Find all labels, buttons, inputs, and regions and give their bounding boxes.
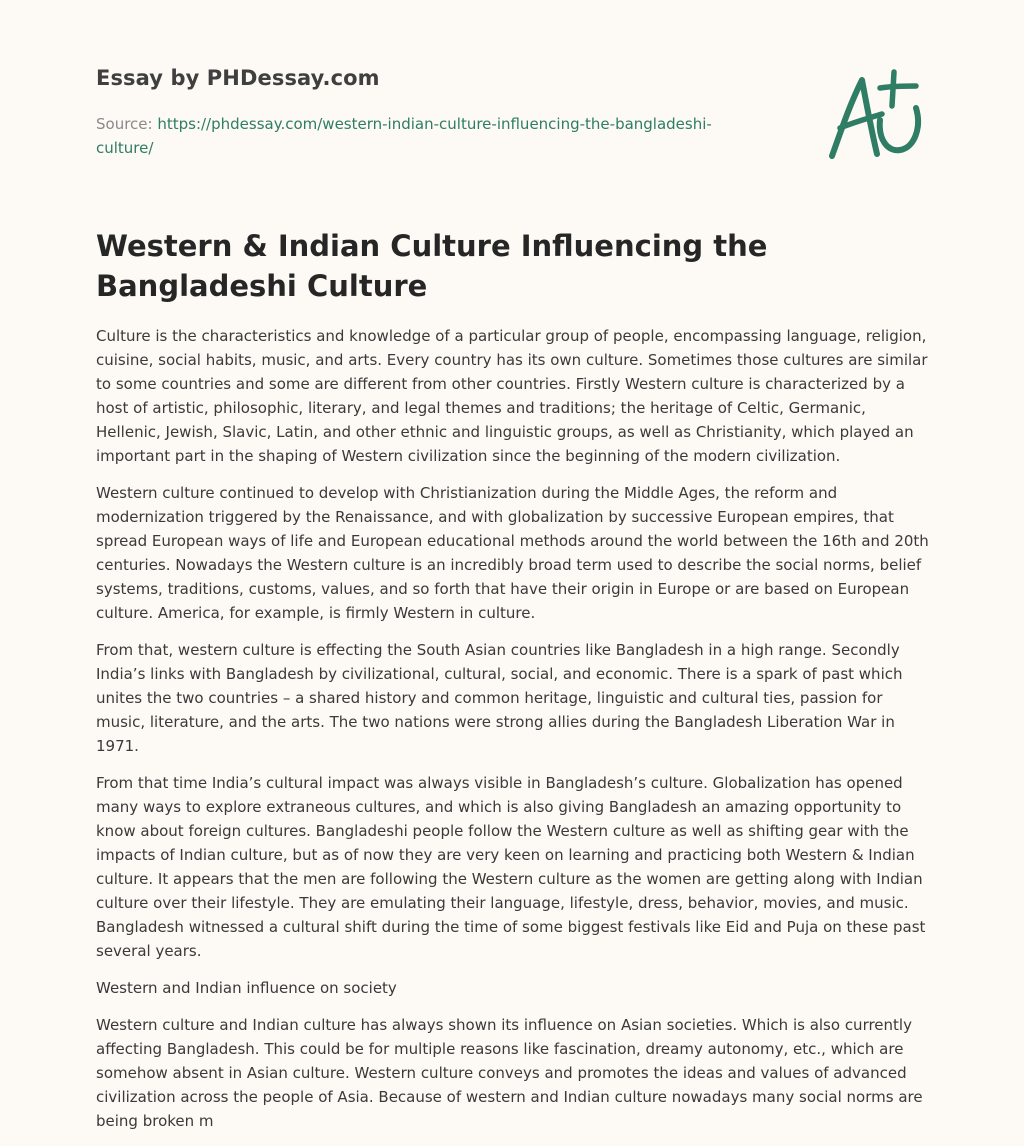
site-brand: Essay by PHDessay.com bbox=[96, 66, 380, 90]
essay-title: Western & Indian Culture Influencing the Bangladeshi Culture bbox=[96, 229, 768, 303]
a-plus-logo-icon bbox=[820, 66, 930, 166]
essay-subheading: Western and Indian influence on society bbox=[96, 979, 397, 997]
source-label: Source: bbox=[96, 115, 158, 133]
source-link[interactable]: https://phdessay.com/western-indian-culture-influencing-the-bangladeshi-culture/ bbox=[96, 115, 712, 157]
essay-paragraph: Culture is the characteristics and knowledge of a particular group of people, encompassing language, religion, cuisine, social habits, music, and arts. Every country has its own culture. Sometimes those cultures are similar to some countries and some are different from other countries. Firstly Western culture is characterized by a host of artistic, philosophic, literary, and legal themes and traditions; the heritage of Celtic, Germanic, Hellenic, Jewish, Slavic, Latin, and other ethnic and linguistic groups, as well as Christianity, which played an important part in the shaping of Western civilization since the beginning of the modern civilization. bbox=[96, 327, 928, 465]
essay-paragraph: Western culture continued to develop with Christianization during the Middle Ages, the reform and modernization triggered by the Renaissance, and with globalization by successive European empires, that spread European ways of life and European educational methods around the world between the 16th and 20th centuries. Nowadays the Western culture is an incredibly broad term used to describe the social norms, belief systems, traditions, customs, values, and so forth that have their origin in Europe or are based on European culture. America, for example, is firmly Western in culture. bbox=[96, 484, 929, 622]
source-line bbox=[96, 112, 736, 160]
essay-body bbox=[96, 324, 932, 1146]
essay-paragraph: Western culture and Indian culture has always shown its influence on Asian societies. Which is also currently affecting Bangladesh. This could be for multiple reasons like fascination, dreamy autonomy, etc., which are somehow absent in Asian culture. Western culture conveys and promotes the ideas and values of advanced civilization across the people of Asia. Because of western and Indian culture nowadays many social norms are being broken m bbox=[96, 1016, 923, 1130]
essay-paragraph: From that time India’s cultural impact was always visible in Bangladesh’s culture. Globalization has opened many ways to explore extraneous cultures, and which is also giving Bangladesh an amazing opportunity to know about foreign cultures. Bangladeshi people follow the Western culture as well as shifting gear with the impacts of Indian culture, but as of now they are very keen on learning and practicing both Western & Indian culture. It appears that the men are following the Western culture as the women are getting along with Indian culture over their lifestyle. They are emulating their language, lifestyle, dress, behavior, movies, and music. Bangladesh witnessed a cultural shift during the time of some biggest festivals like Eid and Puja on these past several years. bbox=[96, 774, 926, 960]
essay-paragraph: From that, western culture is effecting the South Asian countries like Bangladesh in a high range. Secondly India’s links with Bangladesh by civilizational, cultural, social, and economic. There is a spark of past which unites the two countries – a shared history and common heritage, linguistic and cultural ties, passion for music, literature, and the arts. The two nations were strong allies during the Bangladesh Liberation War in 1971. bbox=[96, 641, 903, 755]
